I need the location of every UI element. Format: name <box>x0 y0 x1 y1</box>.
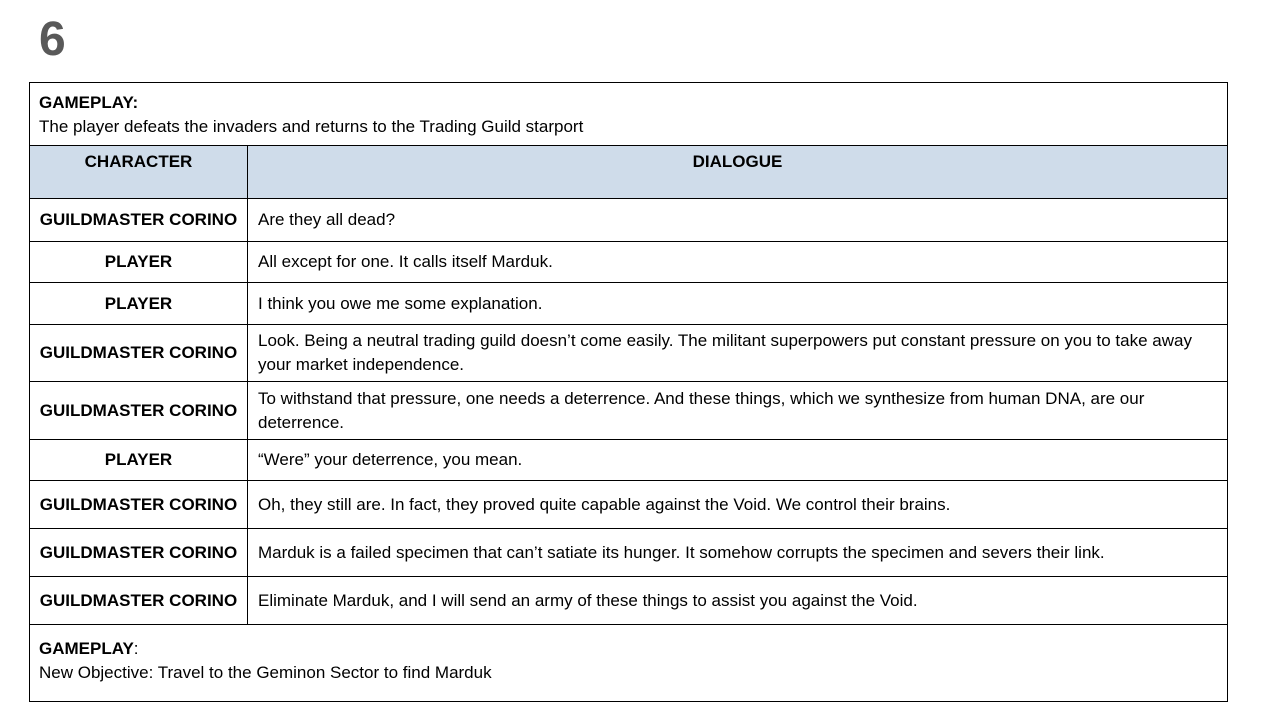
table-row <box>30 382 1228 440</box>
table-row <box>30 199 1228 242</box>
table-header-row <box>30 146 1228 199</box>
character-cell: GUILDMASTER CORINO <box>30 382 248 440</box>
dialogue-cell: “Were” your deterrence, you mean. <box>248 440 1228 481</box>
dialogue-cell: Look. Being a neutral trading guild doesn’t come easily. The militant superpowers put constant pressure on you to take away your market independence. <box>248 325 1228 382</box>
dialogue-cell: Marduk is a failed specimen that can’t satiate its hunger. It somehow corrupts the specimen and severs their link. <box>248 529 1228 577</box>
table-row <box>30 325 1228 382</box>
character-cell: GUILDMASTER CORINO <box>30 577 248 625</box>
gameplay-bottom-label: GAMEPLAY <box>39 639 134 658</box>
column-header-dialogue: DIALOGUE <box>248 146 1228 199</box>
character-cell: GUILDMASTER CORINO <box>30 529 248 577</box>
dialogue-cell: Are they all dead? <box>248 199 1228 242</box>
gameplay-header-row <box>30 83 1228 146</box>
gameplay-bottom-text: New Objective: Travel to the Geminon Sector to find Marduk <box>39 663 492 682</box>
dialogue-cell: To withstand that pressure, one needs a deterrence. And these things, which we synthesize from human DNA, are our deterrence. <box>248 382 1228 440</box>
dialogue-script-table <box>29 82 1228 702</box>
character-cell: PLAYER <box>30 242 248 283</box>
gameplay-top-cell <box>30 83 1228 146</box>
character-cell: GUILDMASTER CORINO <box>30 199 248 242</box>
gameplay-footer-row <box>30 625 1228 702</box>
gameplay-top-text: The player defeats the invaders and returns to the Trading Guild starport <box>39 117 584 136</box>
dialogue-cell: All except for one. It calls itself Marduk. <box>248 242 1228 283</box>
dialogue-cell: Eliminate Marduk, and I will send an army of these things to assist you against the Void. <box>248 577 1228 625</box>
table-row <box>30 440 1228 481</box>
page-number: 6 <box>39 13 66 66</box>
gameplay-bottom-cell <box>30 625 1228 702</box>
table-row <box>30 529 1228 577</box>
table-row <box>30 481 1228 529</box>
gameplay-bottom-colon: : <box>133 639 139 658</box>
table-row <box>30 577 1228 625</box>
character-cell: PLAYER <box>30 283 248 325</box>
character-cell: GUILDMASTER CORINO <box>30 481 248 529</box>
dialogue-cell: Oh, they still are. In fact, they proved quite capable against the Void. We control their brains. <box>248 481 1228 529</box>
gameplay-top-label: GAMEPLAY: <box>39 93 139 112</box>
dialogue-cell: I think you owe me some explanation. <box>248 283 1228 325</box>
character-cell: GUILDMASTER CORINO <box>30 325 248 382</box>
table-row <box>30 283 1228 325</box>
character-cell: PLAYER <box>30 440 248 481</box>
table-row <box>30 242 1228 283</box>
column-header-character: CHARACTER <box>30 146 248 199</box>
